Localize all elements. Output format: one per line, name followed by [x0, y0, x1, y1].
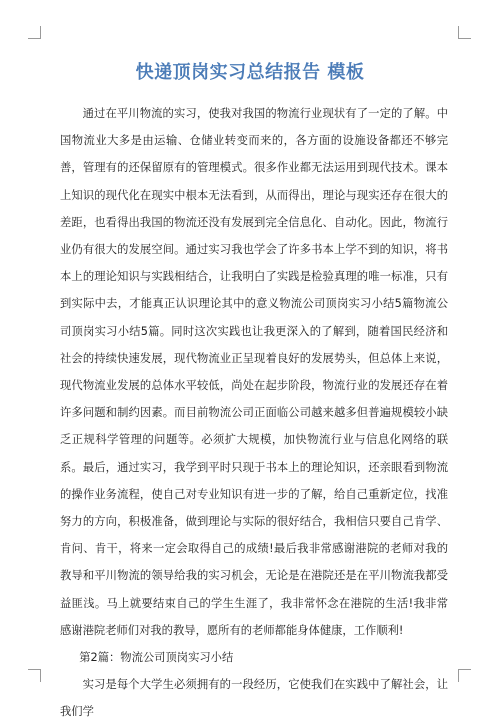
section-heading: 第2篇：物流公司顶岗实习小结 [79, 651, 234, 665]
crop-mark-bottom-right [458, 669, 471, 682]
paragraph-2: 实习是每个大学生必须拥有的一段经历，它使我们在实践中了解社会，让我们学 [60, 678, 448, 719]
paragraph-1: 通过在平川物流的实习，使我对我国的物流行业现状有了一定的了解。中国物流业大多是由运输、仓储业转变而来的，各方面的设施设备都还不够完善，管理有的还保留原有的管理模式。很多作业都无法运用到现代技术。课本上知识的现代化在现实中根本无法看到，从而得出，理论与现实还存在很大的差距，也看得出我国的物流还没有发展到完全信息化、自动化。因此，物流行业仍有很大的发展空间。通过实习我也学会了许多书本上学不到的知识，将书本上的理论知识与实践相结合，让我明白了实践是检验真理的唯一标准，只有到实际中去，才能真正认识理论其中的意义物流公司顶岗实习小结5篇物流公司顶岗实习小结5篇。同时这次实践也让我更深入的了解到，随着国民经济和社会的持续快速发展，现代物流业正呈现着良好的发展势头，但总体上来说，现代物流业发展的总体水平较低，尚处在起步阶段，物流行业的发展还存在着许多问题和制约因素。而目前物流公司正面临公司越来越多但普遍规模较小缺乏正规科学管理的问题等。必须扩大规模，加快物流行业与信息化网络的联系。最后，通过实习，我学到平时只现于书本上的理论知识，还亲眼看到物流的操作业务流程，使自己对专业知识有进一步的了解，给自己重新定位，找准努力的方向，积极准备，做到理论与实际的很好结合，我相信只要自己肯学、肯问、肯干，将来一定会取得自己的成绩!最后我非常感谢港院的老师对我的教导和平川物流的领导给我的实习机会，无论是在港院还是在平川物流我都受益匪浅。马上就要结束自己的学生生涯了，我非常怀念在港院的生活!我非常感谢港院老师们对我的教导，愿所有的老师都能身体健康，工作顺利! [60, 107, 448, 637]
document-title: 快递顶岗实习总结报告 模板 [135, 62, 365, 83]
crop-mark-top-left [28, 26, 41, 39]
crop-mark-bottom-left [28, 669, 41, 682]
crop-mark-top-right [458, 26, 471, 39]
document-body [60, 100, 448, 726]
